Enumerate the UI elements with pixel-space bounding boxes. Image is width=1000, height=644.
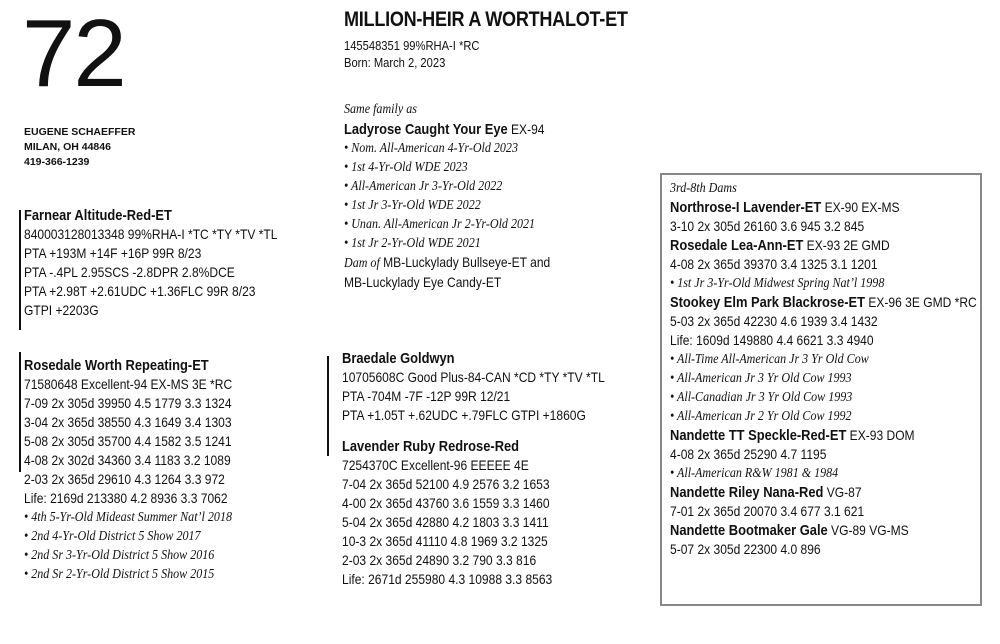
- family-honors: [344, 139, 584, 253]
- consignor-phone: 419-366-1239: [24, 156, 90, 168]
- family-block: [344, 100, 584, 292]
- sire-lines: [24, 225, 319, 320]
- dam-record-row: 4-08 2x 302d 34360 3.4 1183 3.2 1089: [24, 452, 231, 468]
- mgs-line: PTA +1.05T +.62UDC +.79FLC GTPI +1860G: [342, 407, 586, 423]
- dams-heading: 3rd-8th Dams: [670, 181, 737, 196]
- dam-record-row: 2-03 2x 365d 29610 4.3 1264 3.3 972: [24, 471, 225, 487]
- dam-block: [24, 356, 266, 584]
- dam-name: Rosedale Worth Repeating-ET: [24, 357, 209, 374]
- sire-block: [24, 206, 319, 320]
- sire-bracket: [19, 210, 21, 330]
- dam-entry-header: [670, 236, 977, 255]
- granddam-id-line: 7254370C Excellent-96 EEEEE 4E: [342, 457, 529, 473]
- dam-entry-record: 4-08 2x 365d 39370 3.4 1325 3.1 1201: [670, 256, 878, 272]
- dam-honors: [24, 508, 266, 584]
- granddam-record-row: 4-00 2x 365d 43760 3.6 1559 3.3 1460: [342, 495, 550, 511]
- mgs-block: [342, 349, 648, 425]
- granddam-block: [342, 437, 586, 589]
- dam-of-names-1: MB-Luckylady Bullseye-ET and: [379, 254, 551, 270]
- animal-info: [344, 38, 502, 71]
- sire-line: PTA +2.98T +2.61UDC +1.36FLC 99R 8/23: [24, 283, 256, 299]
- dam-entry-name: Nandette TT Speckle-Red-ET: [670, 427, 847, 444]
- dam-record-row: 7-09 2x 305d 39950 4.5 1779 3.3 1324: [24, 395, 232, 411]
- dam-entry-score: VG-89 VG-MS: [827, 522, 909, 538]
- granddam-name: Lavender Ruby Redrose-Red: [342, 438, 520, 455]
- dam-record-row: Life: 2169d 213380 4.2 8936 3.3 7062: [24, 490, 228, 506]
- consignor-name: EUGENE SCHAEFFER: [24, 126, 136, 138]
- granddam-record-row: 7-04 2x 365d 52100 4.9 2576 3.2 1653: [342, 476, 550, 492]
- family-honor-item: • 1st Jr 3-Yr-Old WDE 2022: [344, 198, 481, 213]
- animal-name: MILLION-HEIR A WORTHALOT-ET: [344, 8, 628, 31]
- dam-entry-name: Rosedale Lea-Ann-ET: [670, 237, 804, 254]
- dam-entry-name: Northrose-I Lavender-ET: [670, 199, 822, 216]
- sire-line: GTPI +2203G: [24, 302, 99, 318]
- consignor-block: [24, 125, 135, 170]
- dam-honor-item: • 2nd Sr 2-Yr-Old District 5 Show 2015: [24, 567, 215, 582]
- family-honor-item: • Nom. All-American 4-Yr-Old 2023: [344, 141, 518, 156]
- animal-id-line: 145548351 99%RHA-I *RC: [344, 38, 480, 53]
- dam-entry-record: 3-10 2x 305d 26160 3.6 945 3.2 845: [670, 218, 865, 234]
- mgs-name: Braedale Goldwyn: [342, 350, 455, 367]
- dam-of-line: [344, 253, 550, 273]
- sire-line: PTA -.4PL 2.95SCS -2.8DPR 2.8%DCE: [24, 264, 235, 280]
- dam-entry-score: EX-93 DOM: [846, 427, 915, 443]
- dam-entry-header: [670, 426, 977, 445]
- mgs-lines: [342, 368, 648, 425]
- sire-line: 840003128013348 99%RHA-I *TC *TY *TV *TL: [24, 226, 278, 242]
- granddam-record-row: 5-04 2x 365d 42880 4.2 1803 3.3 1411: [342, 514, 549, 530]
- granddam-record-row: 10-3 2x 365d 41110 4.8 1969 3.2 1325: [342, 533, 548, 549]
- family-intro: Same family as: [344, 102, 417, 117]
- family-honor-item: • Unan. All-American Jr 2-Yr-Old 2021: [344, 217, 536, 232]
- dam-entry-record: 7-01 2x 365d 20070 3.4 677 3.1 621: [670, 503, 865, 519]
- dam-records: [24, 394, 266, 508]
- mgs-bracket: [327, 356, 329, 456]
- dam-entry-header: [670, 293, 977, 312]
- dam-entry-record: 4-08 2x 365d 25290 4.7 1195: [670, 446, 827, 462]
- dam-record-row: 5-08 2x 305d 35700 4.4 1582 3.5 1241: [24, 433, 232, 449]
- consignor-location: MILAN, OH 44846: [24, 141, 111, 153]
- dam-of-names-2: MB-Luckylady Eye Candy-ET: [344, 274, 502, 290]
- family-name: Ladyrose Caught Your Eye: [344, 121, 508, 138]
- family-honor-item: • 1st 4-Yr-Old WDE 2023: [344, 160, 468, 175]
- dams-entries: [670, 198, 1000, 559]
- dam-entry-header: [670, 198, 977, 217]
- animal-born: Born: March 2, 2023: [344, 54, 446, 70]
- sire-line: PTA +193M +14F +16P 99R 8/23: [24, 245, 202, 261]
- dam-entry-header: [670, 521, 977, 540]
- dam-entry-score: VG-87: [823, 484, 862, 500]
- dam-entry-name: Nandette Bootmaker Gale: [670, 522, 828, 539]
- mgs-line: PTA -704M -7F -12P 99R 12/21: [342, 388, 511, 404]
- dam-of-label: Dam of: [344, 256, 380, 271]
- dam-entry-honor: • All-American Jr 2 Yr Old Cow 1992: [670, 409, 852, 424]
- dam-entry-name: Nandette Riley Nana-Red: [670, 484, 824, 501]
- family-score: EX-94: [507, 121, 545, 137]
- dam-entry-name: Stookey Elm Park Blackrose-ET: [670, 294, 866, 311]
- dam-entry-honor: • All-American Jr 3 Yr Old Cow 1993: [670, 371, 852, 386]
- dam-entry-header: [670, 483, 977, 502]
- dam-honor-item: • 4th 5-Yr-Old Mideast Summer Nat’l 2018: [24, 510, 232, 525]
- family-honor-item: • All-American Jr 3-Yr-Old 2022: [344, 179, 503, 194]
- dam-id-line: 71580648 Excellent-94 EX-MS 3E *RC: [24, 376, 233, 392]
- granddam-record-row: Life: 2671d 255980 4.3 10988 3.3 8563: [342, 571, 553, 587]
- dam-entry-record: 5-03 2x 365d 42230 4.6 1939 3.4 1432: [670, 313, 878, 329]
- dams-box-content: [670, 179, 1000, 559]
- dam-entry-honor: • All-Time All-American Jr 3 Yr Old Cow: [670, 352, 869, 367]
- dam-entry-honor: • 1st Jr 3-Yr-Old Midwest Spring Nat’l 1998: [670, 276, 885, 291]
- dam-entry-honor: • All-American R&W 1981 & 1984: [670, 466, 839, 481]
- dam-honor-item: • 2nd Sr 3-Yr-Old District 5 Show 2016: [24, 548, 215, 563]
- dam-entry-score: EX-93 2E GMD: [803, 237, 890, 253]
- granddam-records: [342, 475, 586, 589]
- granddam-record-row: 2-03 2x 365d 24890 3.2 790 3.3 816: [342, 552, 537, 568]
- family-honor-item: • 1st Jr 2-Yr-Old WDE 2021: [344, 236, 481, 251]
- dam-entry-score: EX-96 3E GMD *RC: [865, 294, 977, 310]
- family-name-line: [344, 120, 550, 139]
- dam-entry-record: 5-07 2x 305d 22300 4.0 896: [670, 541, 821, 557]
- dam-entry-record: Life: 1609d 149880 4.4 6621 3.3 4940: [670, 332, 874, 348]
- dam-entry-score: EX-90 EX-MS: [821, 199, 900, 215]
- mgs-line: 10705608C Good Plus-84-CAN *CD *TY *TV *TL: [342, 369, 605, 385]
- sire-name: Farnear Altitude-Red-ET: [24, 207, 172, 224]
- dam-bracket: [19, 352, 21, 472]
- lot-number: 72: [22, 0, 125, 107]
- dam-record-row: 3-04 2x 365d 38550 4.3 1649 3.4 1303: [24, 414, 232, 430]
- dam-entry-honor: • All-Canadian Jr 3 Yr Old Cow 1993: [670, 390, 853, 405]
- dam-honor-item: • 2nd 4-Yr-Old District 5 Show 2017: [24, 529, 201, 544]
